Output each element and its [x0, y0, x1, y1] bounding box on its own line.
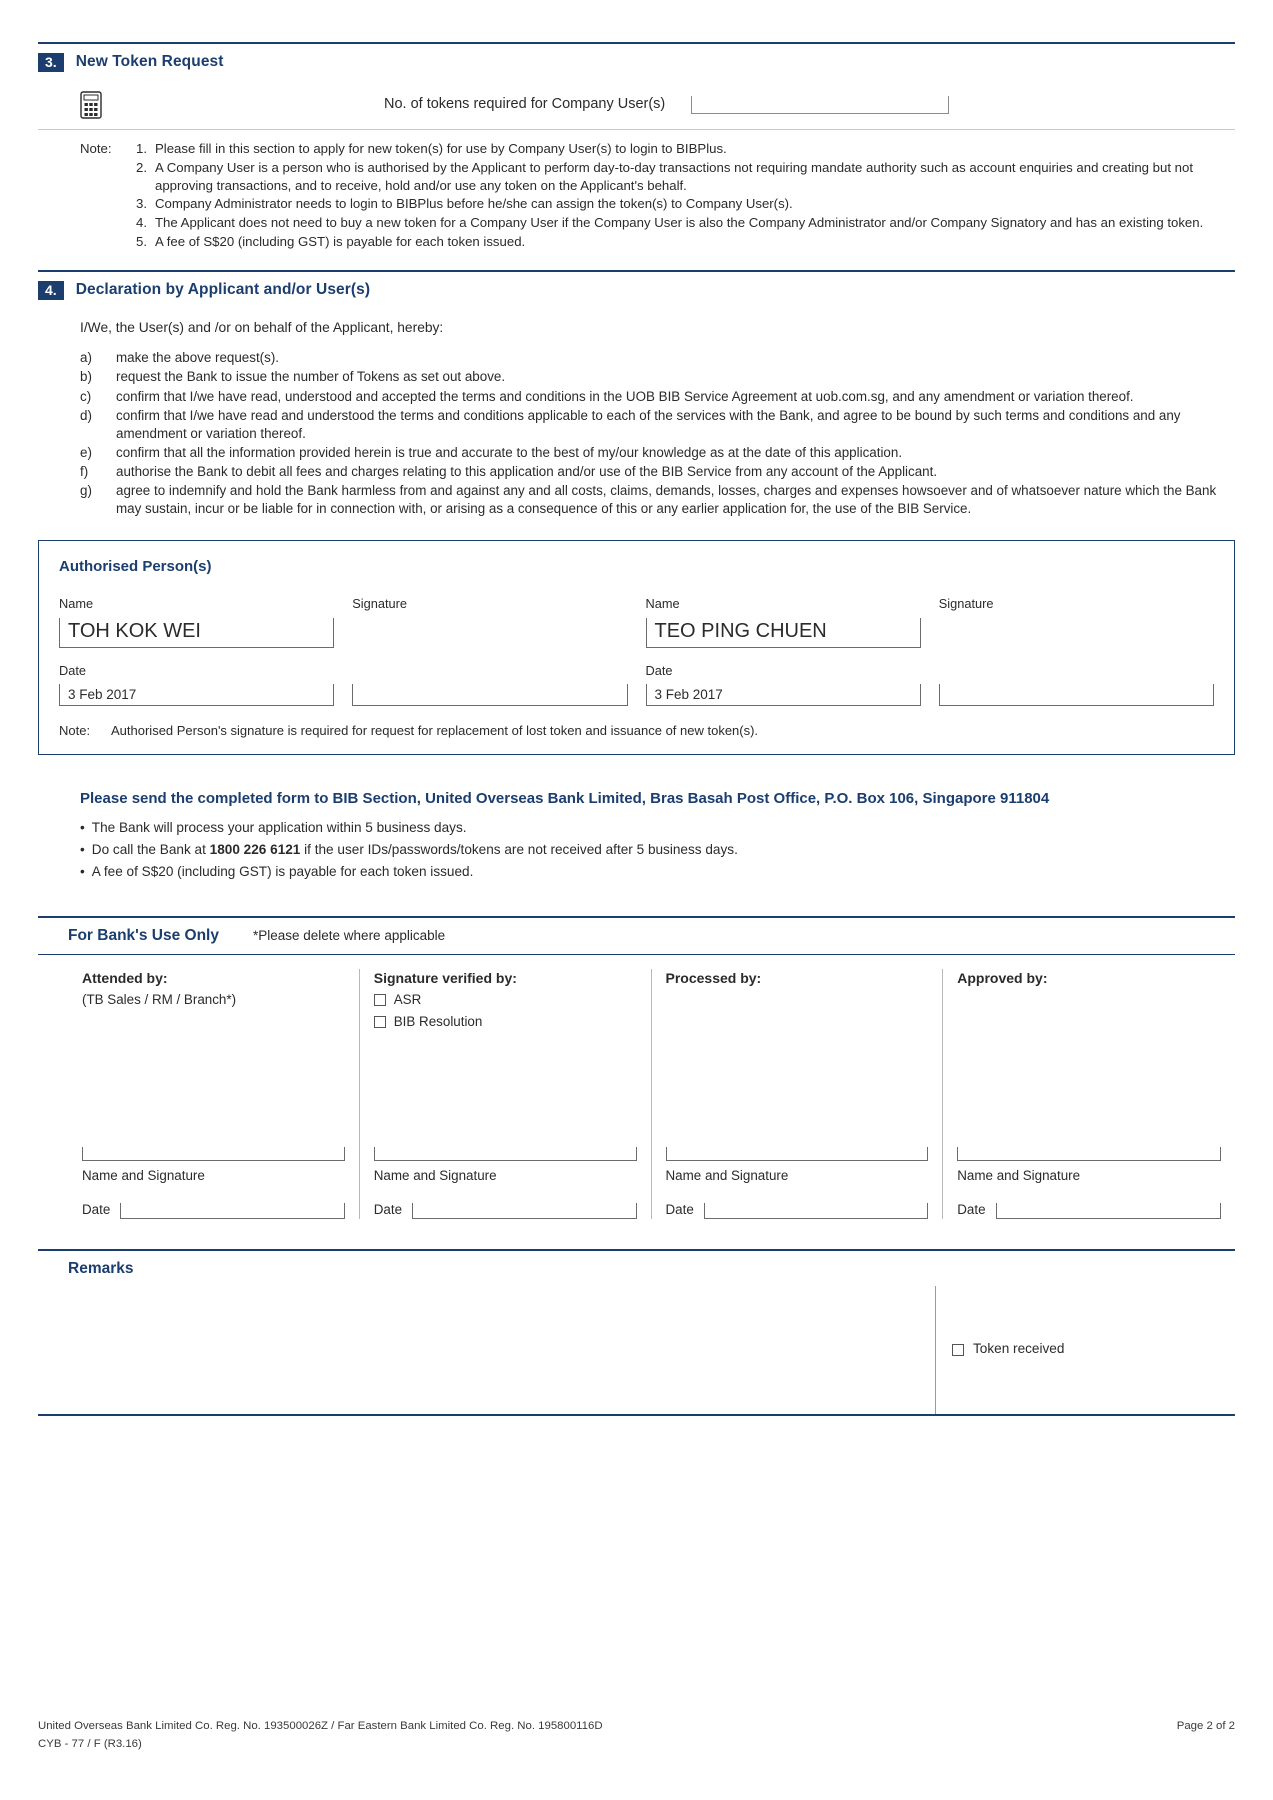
signature-line[interactable]	[957, 1147, 1221, 1161]
footer-legal-line-1: United Overseas Bank Limited Co. Reg. No. 193500026Z / Far Eastern Bank Limited Co. Reg. No. 195800116D	[38, 1720, 603, 1733]
token-received-area	[935, 1286, 1235, 1414]
list-item	[80, 482, 1235, 518]
column-heading: Processed by:	[665, 969, 762, 986]
date-row	[374, 1201, 637, 1219]
item-text: confirm that I/we have read, understood and accepted the terms and conditions in the UOB BIB Service Agreement at uob.com.sg, and any amendment or variation thereof.	[116, 388, 1134, 404]
calculator-token-icon	[80, 91, 114, 119]
item-label: g)	[80, 483, 92, 498]
token-count-label: No. of tokens required for Company User(s)	[384, 96, 666, 113]
column-heading: Signature verified by:	[373, 969, 517, 986]
bullet-text: Do call the Bank at	[91, 842, 210, 858]
authorised-note-label: Note:	[59, 722, 91, 738]
date-input[interactable]	[120, 1203, 344, 1219]
bank-col-processed-by	[652, 969, 944, 1219]
bank-col-signature-verified-by	[360, 969, 652, 1219]
date-label: Date	[59, 662, 87, 678]
signature-line[interactable]	[374, 1147, 637, 1161]
date-label: Date	[645, 662, 673, 678]
item-text: make the above request(s).	[116, 350, 280, 366]
section-3-header	[38, 42, 1235, 73]
remarks-title: Remarks	[38, 1249, 1235, 1280]
name-signature-label: Name and Signature	[957, 1167, 1081, 1183]
section-3-title: New Token Request	[75, 53, 224, 70]
date-label: Date	[665, 1201, 694, 1217]
note-number: 3.	[136, 196, 147, 212]
checkbox-bib-resolution[interactable]	[374, 1013, 637, 1031]
token-request-row	[38, 77, 1235, 130]
signature-label: Signature	[352, 596, 408, 612]
list-item	[132, 195, 1235, 213]
name-label: Name	[645, 596, 680, 612]
item-label: a)	[80, 350, 92, 366]
section-4-header	[38, 270, 1235, 301]
note-number: 4.	[136, 215, 147, 231]
list-item	[80, 863, 1235, 881]
declaration-intro: I/We, the User(s) and /or on behalf of the Applicant, hereby:	[80, 319, 444, 335]
person-2-name-field[interactable]: TEO PING CHUEN	[646, 618, 921, 648]
list-item	[80, 349, 1235, 367]
authorised-persons-title: Authorised Person(s)	[59, 558, 212, 576]
date-row	[957, 1201, 1221, 1219]
bank-col-approved-by	[943, 969, 1235, 1219]
person-2-date-field[interactable]: 3 Feb 2017	[646, 684, 921, 706]
signature-line[interactable]	[666, 1147, 929, 1161]
checkbox-icon[interactable]	[374, 1016, 386, 1028]
item-label: c)	[80, 388, 92, 404]
note-number: 5.	[136, 233, 147, 249]
list-item	[132, 159, 1235, 195]
authorised-persons-box	[38, 540, 1235, 754]
list-item	[132, 140, 1235, 158]
column-heading: Attended by:	[82, 969, 168, 986]
authorised-person-2	[646, 595, 1215, 706]
person-1-signature-field[interactable]	[352, 684, 627, 706]
person-1-name-field[interactable]: TOH KOK WEI	[59, 618, 334, 648]
item-text: confirm that all the information provided herein is true and accurate to the best of my/our knowledge as at the date of this application.	[116, 444, 903, 460]
date-row	[666, 1201, 929, 1219]
item-text: confirm that I/we have read and understood the terms and conditions applicable to each of the services with the Bank, and agree to be bound by such terms and conditions and any amendment or variation thereof.	[116, 407, 1181, 441]
section-3-number: 3.	[38, 53, 64, 72]
bullet-text: The Bank will process your application within 5 business days.	[91, 819, 467, 835]
date-input[interactable]	[704, 1203, 928, 1219]
checkbox-icon[interactable]	[374, 994, 386, 1006]
date-input[interactable]	[996, 1203, 1221, 1219]
date-label: Date	[82, 1201, 111, 1217]
list-item	[80, 463, 1235, 481]
authorised-note	[59, 722, 1214, 740]
item-label: e)	[80, 444, 92, 460]
note-text: The Applicant does not need to buy a new token for a Company User if the Company User is also the Company Administrator and/or Company Signatory and has an existing token.	[155, 215, 1204, 231]
column-subtext: (TB Sales / RM / Branch*)	[82, 991, 237, 1007]
authorised-person-1	[59, 595, 628, 706]
item-label: d)	[80, 407, 92, 423]
remarks-input-area[interactable]	[68, 1286, 935, 1414]
person-1-date-field[interactable]: 3 Feb 2017	[59, 684, 334, 706]
checkbox-asr[interactable]	[374, 991, 637, 1009]
bullet-text: A fee of S$20 (including GST) is payable for each token issued.	[91, 864, 474, 880]
footer-form-code: CYB - 77 / F (R3.16)	[38, 1737, 142, 1750]
note-text: Please fill in this section to apply for new token(s) for use by Company User(s) to login to BIBPlus.	[155, 140, 727, 156]
checkbox-icon[interactable]	[952, 1344, 964, 1356]
bank-use-header	[38, 916, 1235, 955]
list-item	[80, 368, 1235, 386]
bank-use-title: For Bank's Use Only	[68, 926, 219, 944]
bank-col-attended-by	[68, 969, 360, 1219]
section-4-number: 4.	[38, 281, 64, 300]
list-item	[132, 214, 1235, 232]
hotline-number: 1800 226 6121	[209, 842, 301, 858]
list-item	[80, 388, 1235, 406]
date-label: Date	[957, 1201, 986, 1217]
send-address-title: Please send the completed form to BIB Section, United Overseas Bank Limited, Bras Basah Post Office, P.O. Box 106, Singapore 911804	[80, 789, 1050, 807]
name-signature-label: Name and Signature	[373, 1167, 497, 1183]
item-label: f)	[80, 463, 89, 479]
section-4-title: Declaration by Applicant and/or User(s)	[75, 280, 371, 298]
checkbox-label: ASR	[393, 991, 422, 1007]
note-text: A fee of S$20 (including GST) is payable for each token issued.	[155, 233, 526, 249]
note-number: 1.	[136, 140, 147, 156]
bullet-text-post: if the user IDs/passwords/tokens are not received after 5 business days.	[300, 842, 738, 858]
note-text: Company Administrator needs to login to BIBPlus before he/she can assign the token(s) to Company User(s).	[155, 196, 793, 212]
item-label: b)	[80, 369, 92, 385]
list-item	[80, 819, 1235, 837]
name-signature-label: Name and Signature	[665, 1167, 789, 1183]
send-instructions	[38, 755, 1235, 882]
remarks-body	[38, 1286, 1235, 1416]
item-text: agree to indemnify and hold the Bank harmless from and against any and all costs, claims, demands, losses, charges and expenses howsoever and of whatsoever nature which the Bank may sustain, incur or be liable for in connection with, or arising as a consequence of this or any earlier application for, the use of the BIB Service.	[116, 483, 1217, 517]
bank-use-subtitle: *Please delete where applicable	[252, 927, 446, 943]
section-3-notes	[38, 140, 1235, 270]
name-signature-label: Name and Signature	[82, 1167, 205, 1183]
date-label: Date	[373, 1201, 403, 1217]
note-label: Note:	[80, 140, 112, 156]
bank-use-grid	[38, 969, 1235, 1219]
token-received-checkbox-row[interactable]	[952, 1340, 1064, 1358]
token-received-label: Token received	[973, 1341, 1065, 1357]
item-text: request the Bank to issue the number of Tokens as set out above.	[116, 369, 506, 385]
date-row	[82, 1201, 345, 1219]
list-item	[80, 841, 1235, 859]
note-text: A Company User is a person who is authorised by the Applicant to perform day-to-day transactions not requiring mandate authority such as account enquiries and creating but not approving transactions, and to receive, hold and/or use any token on the Applicant's behalf.	[155, 159, 1193, 193]
person-2-signature-field[interactable]	[939, 684, 1214, 706]
checkbox-label: BIB Resolution	[393, 1013, 483, 1029]
name-label: Name	[59, 596, 94, 612]
date-input[interactable]	[412, 1203, 636, 1219]
signature-label: Signature	[938, 596, 994, 612]
list-item	[80, 407, 1235, 443]
column-heading: Approved by:	[957, 969, 1048, 986]
footer-page-number: Page 2 of 2	[1176, 1720, 1235, 1733]
list-item	[132, 233, 1235, 251]
note-number: 2.	[136, 159, 147, 175]
declaration-list	[38, 349, 1235, 518]
item-text: authorise the Bank to debit all fees and charges relating to this application and/or use of the BIB Service from any account of the Applicant.	[116, 463, 938, 479]
signature-line[interactable]	[82, 1147, 345, 1161]
list-item	[80, 444, 1235, 462]
page-footer	[38, 1719, 1235, 1754]
token-count-input[interactable]	[691, 96, 949, 114]
authorised-note-text: Authorised Person's signature is required for request for replacement of lost token and issuance of new token(s).	[111, 722, 759, 738]
